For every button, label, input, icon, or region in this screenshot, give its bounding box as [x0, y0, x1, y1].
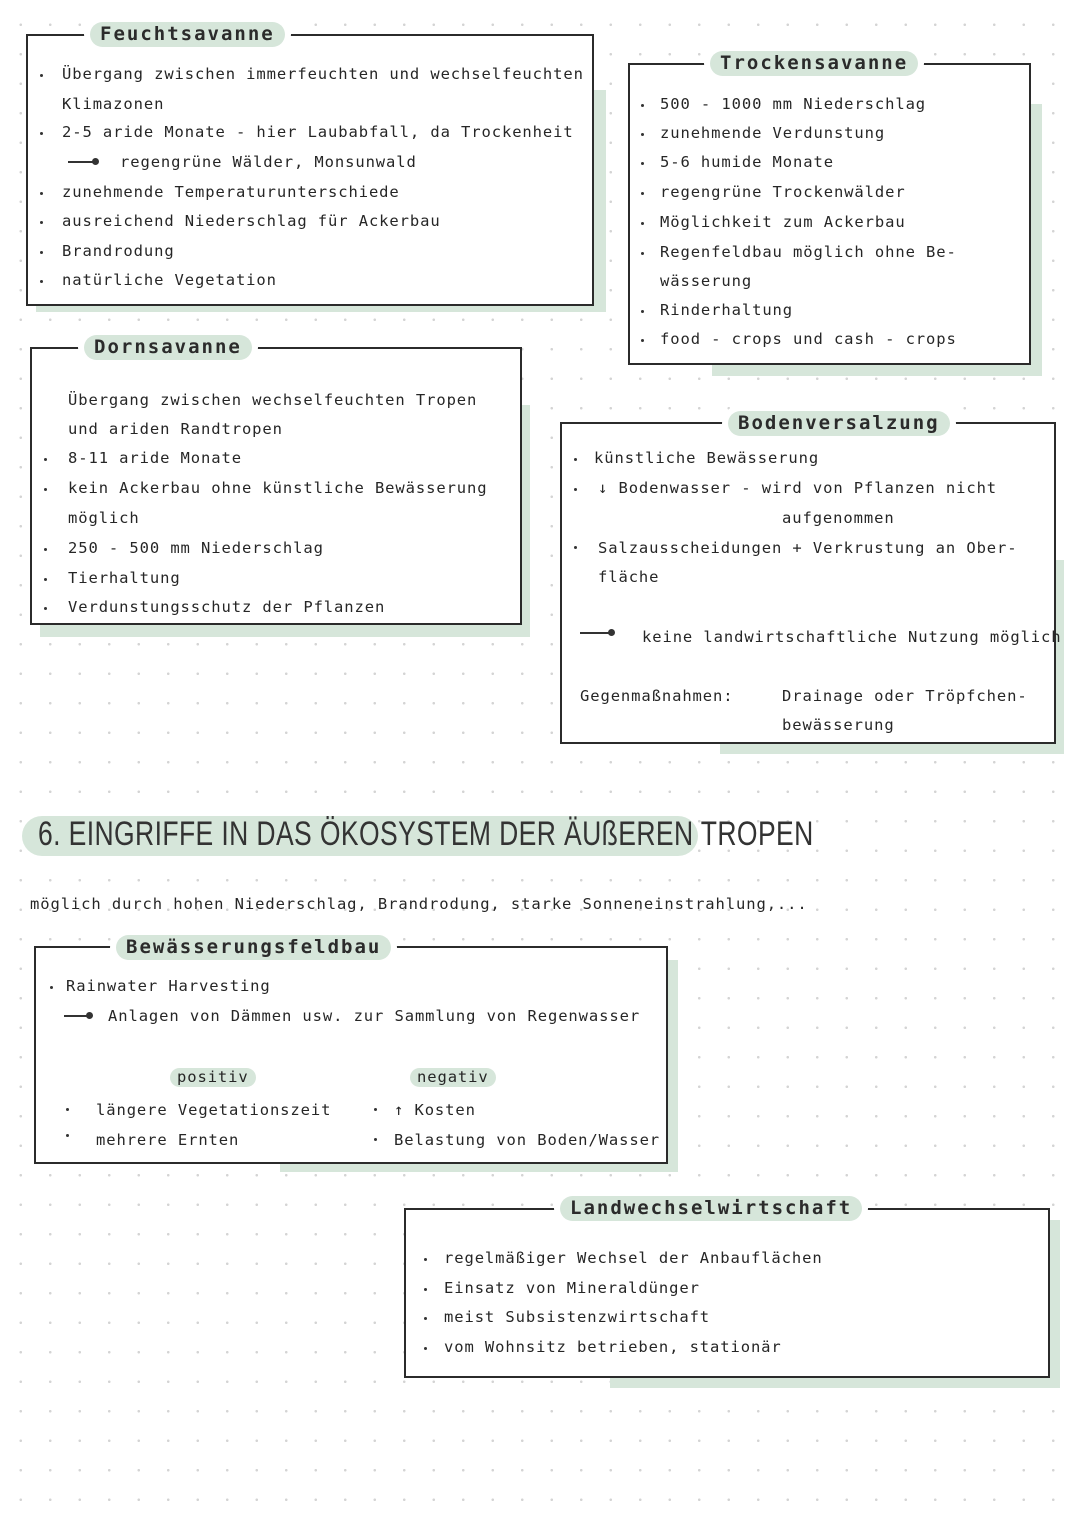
list-item: aufgenommen: [782, 509, 895, 527]
list-item: mehrere Ernten: [96, 1131, 240, 1149]
bullet: [40, 192, 43, 195]
bullet: [424, 1317, 427, 1320]
bullet: [50, 986, 53, 989]
bullet: [66, 1108, 69, 1111]
list-item: zunehmende Verdunstung: [660, 124, 886, 142]
list-item: 2-5 aride Monate - hier Laubabfall, da Trockenheit: [62, 123, 574, 141]
bullet: [641, 162, 644, 165]
list-item: wässerung: [660, 272, 753, 290]
intro-text: möglich durch hohen Niederschlag, Brandrodung, starke Sonneneinstrahlung,...: [30, 895, 808, 913]
bullet: [641, 133, 644, 136]
list-item: fläche: [598, 568, 660, 586]
bullet: [374, 1138, 377, 1141]
bullet: [44, 488, 47, 491]
list-item: Tierhaltung: [68, 569, 181, 587]
bullet: [40, 280, 43, 283]
list-item: kein Ackerbau ohne künstliche Bewässerung: [68, 479, 488, 497]
list-item: ausreichend Niederschlag für Ackerbau: [62, 212, 441, 230]
trockensavanne-title: Trockensavanne: [710, 51, 918, 76]
bullet: [641, 192, 644, 195]
bullet: [641, 104, 644, 107]
list-item: food - crops und cash - crops: [660, 330, 957, 348]
list-item: ↑ Kosten: [394, 1101, 476, 1119]
list-item: künstliche Bewässerung: [594, 449, 820, 467]
bullet: [66, 1134, 69, 1137]
positiv-label: positiv: [170, 1068, 256, 1087]
bullet: [44, 578, 47, 581]
list-item: natürliche Vegetation: [62, 271, 277, 289]
arrow-icon: [580, 632, 612, 634]
list-item: bewässerung: [782, 716, 895, 734]
bewaesserungsfeldbau-title: Bewässerungsfeldbau: [116, 935, 391, 960]
list-item: Rinderhaltung: [660, 301, 794, 319]
bullet: [641, 310, 644, 313]
bullet: [641, 339, 644, 342]
list-item: ↓ Bodenwasser - wird von Pflanzen nicht: [598, 479, 998, 497]
bullet: [641, 222, 644, 225]
list-item: Rainwater Harvesting: [66, 977, 271, 995]
list-item: Belastung von Boden/Wasser: [394, 1131, 661, 1149]
bullet: [641, 252, 644, 255]
bullet: [424, 1258, 427, 1261]
list-item: Drainage oder Tröpfchen-: [782, 687, 1028, 705]
list-item: Möglichkeit zum Ackerbau: [660, 213, 906, 231]
list-item: 8-11 aride Monate: [68, 449, 242, 467]
list-item: Verdunstungsschutz der Pflanzen: [68, 598, 386, 616]
section-heading: 6. EINGRIFFE IN DAS ÖKOSYSTEM DER ÄUßEREN TROPEN: [38, 815, 814, 853]
list-item: 5-6 humide Monate: [660, 153, 834, 171]
negativ-label: negativ: [410, 1068, 496, 1087]
list-item: regengrüne Trockenwälder: [660, 183, 906, 201]
list-item: Regenfeldbau möglich ohne Be-: [660, 243, 957, 261]
list-item: Übergang zwischen immerfeuchten und wechselfeuchten: [62, 65, 584, 83]
arrow-icon: [68, 161, 96, 163]
list-item: 250 - 500 mm Niederschlag: [68, 539, 324, 557]
list-item: vom Wohnsitz betrieben, stationär: [444, 1338, 782, 1356]
list-item: möglich: [68, 509, 140, 527]
list-item: meist Subsistenzwirtschaft: [444, 1308, 711, 1326]
bullet: [574, 546, 577, 549]
feuchtsavanne-title: Feuchtsavanne: [90, 22, 285, 47]
dornsavanne-title: Dornsavanne: [84, 335, 252, 360]
bullet: [574, 458, 577, 461]
bullet: [424, 1347, 427, 1350]
bullet: [44, 548, 47, 551]
list-item: längere Vegetationszeit: [96, 1101, 332, 1119]
list-item: Gegenmaßnahmen:: [580, 687, 734, 705]
bodenversalzung-title: Bodenversalzung: [728, 411, 950, 436]
list-item: regengrüne Wälder, Monsunwald: [120, 153, 417, 171]
list-item: und ariden Randtropen: [68, 420, 283, 438]
bullet: [44, 458, 47, 461]
list-item: Brandrodung: [62, 242, 175, 260]
list-item: Einsatz von Mineraldünger: [444, 1279, 700, 1297]
arrow-icon: [64, 1015, 90, 1017]
list-item: zunehmende Temperaturunterschiede: [62, 183, 400, 201]
bullet: [424, 1288, 427, 1291]
list-item: Klimazonen: [62, 95, 165, 113]
list-item: Übergang zwischen wechselfeuchten Tropen: [68, 391, 478, 409]
bullet: [40, 132, 43, 135]
bullet: [40, 74, 43, 77]
landwechselwirtschaft-title: Landwechselwirtschaft: [560, 1196, 862, 1221]
bullet: [44, 607, 47, 610]
list-item: 500 - 1000 mm Niederschlag: [660, 95, 927, 113]
bullet: [40, 251, 43, 254]
list-item: keine landwirtschaftliche Nutzung möglich: [642, 628, 1062, 646]
bullet: [574, 488, 577, 491]
bullet: [40, 221, 43, 224]
list-item: Anlagen von Dämmen usw. zur Sammlung von Regenwasser: [108, 1007, 641, 1025]
list-item: Salzausscheidungen + Verkrustung an Ober-: [598, 539, 1018, 557]
bullet: [374, 1108, 377, 1111]
list-item: regelmäßiger Wechsel der Anbauflächen: [444, 1249, 823, 1267]
